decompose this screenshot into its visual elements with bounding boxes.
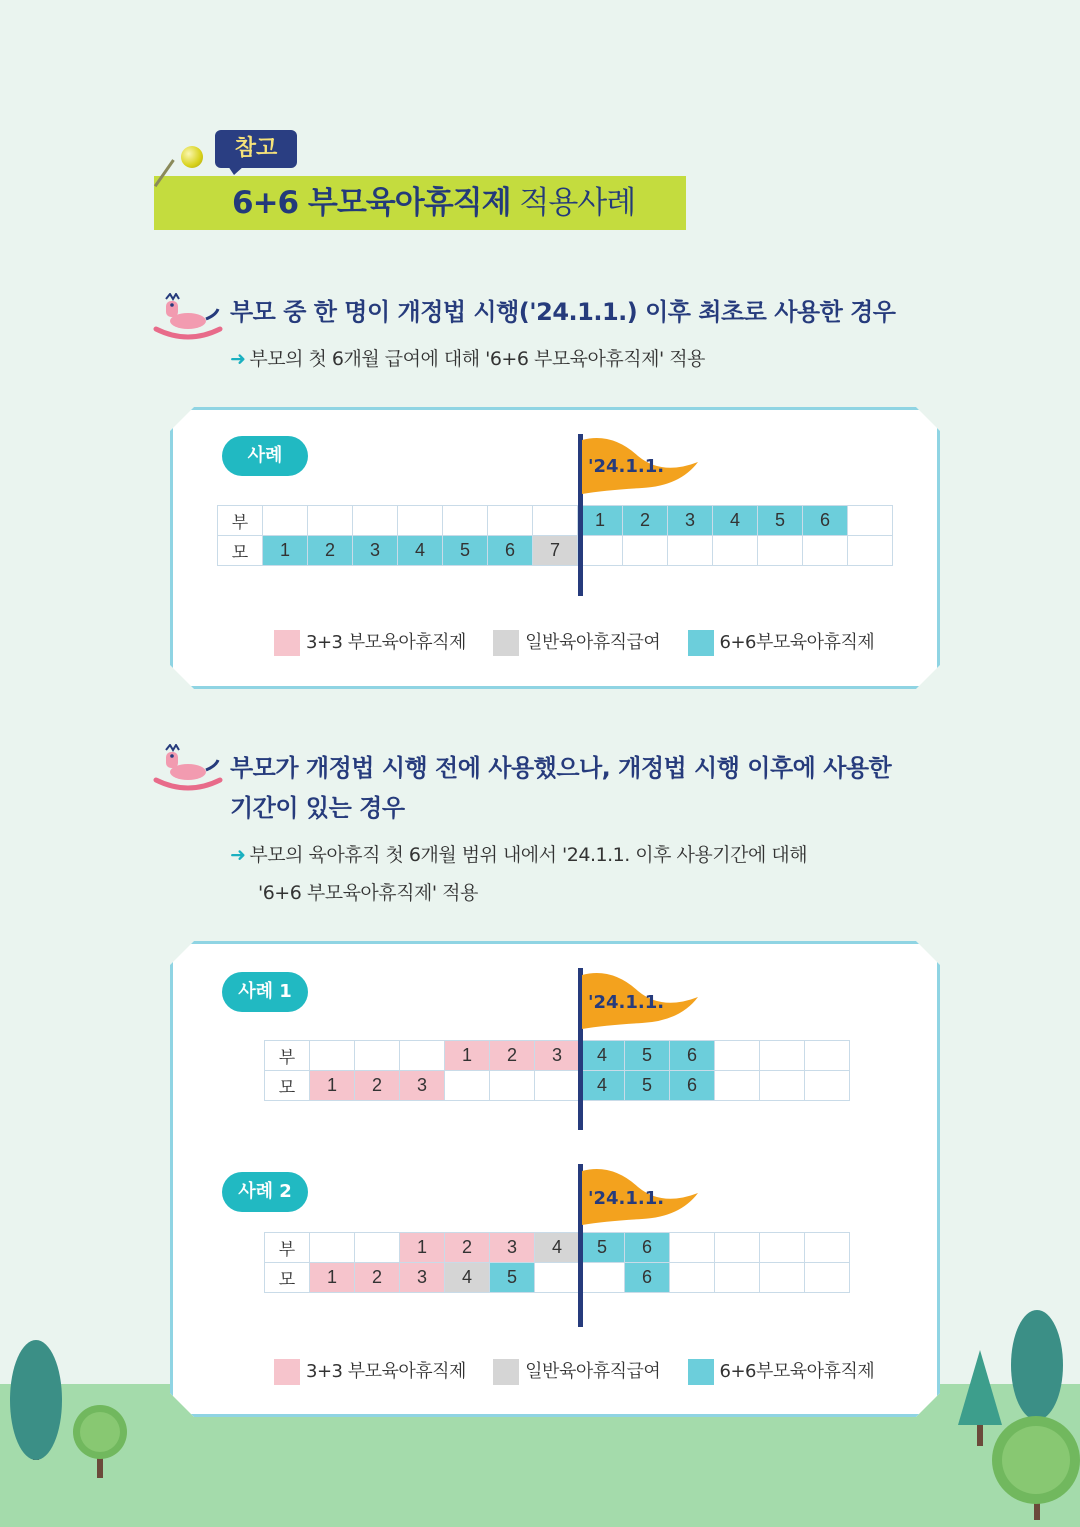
legend-item-blue <box>688 1357 875 1385</box>
flag-date-label: '24.1.1. <box>588 1188 665 1209</box>
month-cell <box>623 536 668 566</box>
legend-1 <box>274 628 874 656</box>
month-cell <box>715 1071 760 1101</box>
month-cell: 4 <box>535 1233 580 1263</box>
month-cell <box>488 506 533 536</box>
table-row-father <box>218 506 893 536</box>
blue-swatch <box>688 1359 714 1385</box>
reference-tag: 참고 <box>215 130 297 168</box>
case2-pill: 사례 2 <box>222 1172 308 1212</box>
month-cell: 3 <box>400 1263 445 1293</box>
month-cell: 3 <box>400 1071 445 1101</box>
month-cell: 1 <box>445 1041 490 1071</box>
legend-label-gray: 일반육아휴직급여 <box>525 632 661 653</box>
section2-heading-line1: 부모가 개정법 시행 전에 사용했으나, 개정법 시행 이후에 사용한 <box>230 754 892 782</box>
month-cell <box>805 1071 850 1101</box>
month-cell: 2 <box>308 536 353 566</box>
title-bold: 6+6 부모육아휴직제 <box>232 185 511 221</box>
month-cell: 1 <box>310 1071 355 1101</box>
month-cell <box>310 1041 355 1071</box>
pink-swatch <box>274 1359 300 1385</box>
month-cell: 1 <box>400 1233 445 1263</box>
legend-2 <box>274 1357 874 1385</box>
month-cell <box>578 536 623 566</box>
month-cell <box>670 1263 715 1293</box>
month-cell <box>715 1041 760 1071</box>
month-cell: 3 <box>535 1041 580 1071</box>
month-cell: 6 <box>670 1041 715 1071</box>
case-pill: 사례 <box>222 436 308 476</box>
row-label-mother: 모 <box>218 536 263 566</box>
row-label-mother: 모 <box>265 1263 310 1293</box>
rocking-horse-icon <box>152 744 224 792</box>
month-cell: 5 <box>758 506 803 536</box>
table-row-father <box>265 1233 850 1263</box>
page-title <box>232 181 635 225</box>
month-cell <box>668 536 713 566</box>
title-light: 적용사례 <box>510 185 636 221</box>
month-cell <box>760 1263 805 1293</box>
legend-item-gray <box>493 1357 660 1385</box>
row-label-mother: 모 <box>265 1071 310 1101</box>
row-label-father: 부 <box>265 1233 310 1263</box>
month-cell <box>670 1233 715 1263</box>
month-cell: 2 <box>355 1071 400 1101</box>
month-cell <box>400 1041 445 1071</box>
section2-subtext <box>230 837 807 873</box>
pink-swatch <box>274 630 300 656</box>
tag-tail <box>228 166 244 175</box>
schedule-table-c1 <box>264 1040 850 1101</box>
legend-item-pink <box>274 1357 466 1385</box>
month-cell: 5 <box>625 1041 670 1071</box>
legend-item-pink <box>274 628 466 656</box>
month-cell <box>445 1071 490 1101</box>
month-cell: 6 <box>625 1233 670 1263</box>
month-cell <box>308 506 353 536</box>
row-label-father: 부 <box>218 506 263 536</box>
legend-label-blue: 6+6부모육아휴직제 <box>719 632 875 653</box>
month-cell: 6 <box>670 1071 715 1101</box>
month-cell <box>760 1071 805 1101</box>
month-cell <box>353 506 398 536</box>
schedule-table-s1 <box>217 505 893 566</box>
month-cell: 7 <box>533 536 578 566</box>
month-cell <box>803 536 848 566</box>
month-cell <box>760 1041 805 1071</box>
month-cell <box>715 1233 760 1263</box>
legend-label-pink: 3+3 부모육아휴직제 <box>306 1361 466 1382</box>
month-cell: 2 <box>623 506 668 536</box>
month-cell: 5 <box>580 1233 625 1263</box>
month-cell <box>355 1041 400 1071</box>
month-cell <box>848 506 893 536</box>
month-cell <box>533 506 578 536</box>
legend-label-blue: 6+6부모육아휴직제 <box>719 1361 875 1382</box>
table-row-mother <box>265 1263 850 1293</box>
month-cell <box>758 536 803 566</box>
month-cell <box>715 1263 760 1293</box>
month-cell: 2 <box>445 1233 490 1263</box>
gray-swatch <box>493 630 519 656</box>
month-cell: 4 <box>398 536 443 566</box>
month-cell <box>713 536 758 566</box>
month-cell <box>398 506 443 536</box>
month-cell: 1 <box>578 506 623 536</box>
blue-swatch <box>688 630 714 656</box>
section2-sub-label-2: '6+6 부모육아휴직제' 적용 <box>258 882 478 904</box>
section1-sub-label: 부모의 첫 6개월 급여에 대해 '6+6 부모육아휴직제' 적용 <box>249 348 705 370</box>
gray-swatch <box>493 1359 519 1385</box>
legend-item-gray <box>493 628 660 656</box>
case1-pill: 사례 1 <box>222 972 308 1012</box>
row-label-father: 부 <box>265 1041 310 1071</box>
month-cell <box>443 506 488 536</box>
arrow-right-icon: ➜ <box>230 844 246 866</box>
month-cell <box>310 1233 355 1263</box>
month-cell: 2 <box>355 1263 400 1293</box>
month-cell: 6 <box>803 506 848 536</box>
section1-subtext <box>230 341 705 377</box>
month-cell: 5 <box>490 1263 535 1293</box>
arrow-right-icon: ➜ <box>230 348 246 370</box>
month-cell: 1 <box>310 1263 355 1293</box>
month-cell <box>760 1233 805 1263</box>
legend-label-gray: 일반육아휴직급여 <box>525 1361 661 1382</box>
month-cell <box>580 1263 625 1293</box>
pushpin-icon <box>181 146 203 168</box>
table-row-father <box>265 1041 850 1071</box>
legend-item-blue <box>688 628 875 656</box>
month-cell <box>263 506 308 536</box>
month-cell: 3 <box>490 1233 535 1263</box>
month-cell: 6 <box>625 1263 670 1293</box>
schedule-table-c2 <box>264 1232 850 1293</box>
month-cell <box>848 536 893 566</box>
month-cell <box>535 1071 580 1101</box>
table-row-mother <box>265 1071 850 1101</box>
month-cell <box>805 1263 850 1293</box>
month-cell <box>355 1233 400 1263</box>
month-cell: 4 <box>445 1263 490 1293</box>
month-cell: 4 <box>580 1041 625 1071</box>
month-cell: 3 <box>668 506 713 536</box>
month-cell: 3 <box>353 536 398 566</box>
rocking-horse-icon <box>152 293 224 341</box>
month-cell <box>805 1233 850 1263</box>
month-cell: 6 <box>488 536 533 566</box>
section2-heading-line2: 기간이 있는 경우 <box>230 794 405 822</box>
month-cell <box>535 1263 580 1293</box>
flag-date-label: '24.1.1. <box>588 992 665 1013</box>
month-cell <box>805 1041 850 1071</box>
month-cell: 4 <box>713 506 758 536</box>
section2-sub-label-1: 부모의 육아휴직 첫 6개월 범위 내에서 '24.1.1. 이후 사용기간에 대해 <box>249 844 808 866</box>
month-cell: 1 <box>263 536 308 566</box>
flag-date-label: '24.1.1. <box>588 456 665 477</box>
month-cell: 5 <box>625 1071 670 1101</box>
right-trees-illustration <box>950 1310 1080 1527</box>
month-cell: 2 <box>490 1041 535 1071</box>
section1-heading: 부모 중 한 명이 개정법 시행('24.1.1.) 이후 최초로 사용한 경우 <box>230 298 896 326</box>
month-cell <box>490 1071 535 1101</box>
left-trees-illustration <box>0 1340 140 1527</box>
table-row-mother <box>218 536 893 566</box>
month-cell: 4 <box>580 1071 625 1101</box>
month-cell: 5 <box>443 536 488 566</box>
legend-label-pink: 3+3 부모육아휴직제 <box>306 632 466 653</box>
